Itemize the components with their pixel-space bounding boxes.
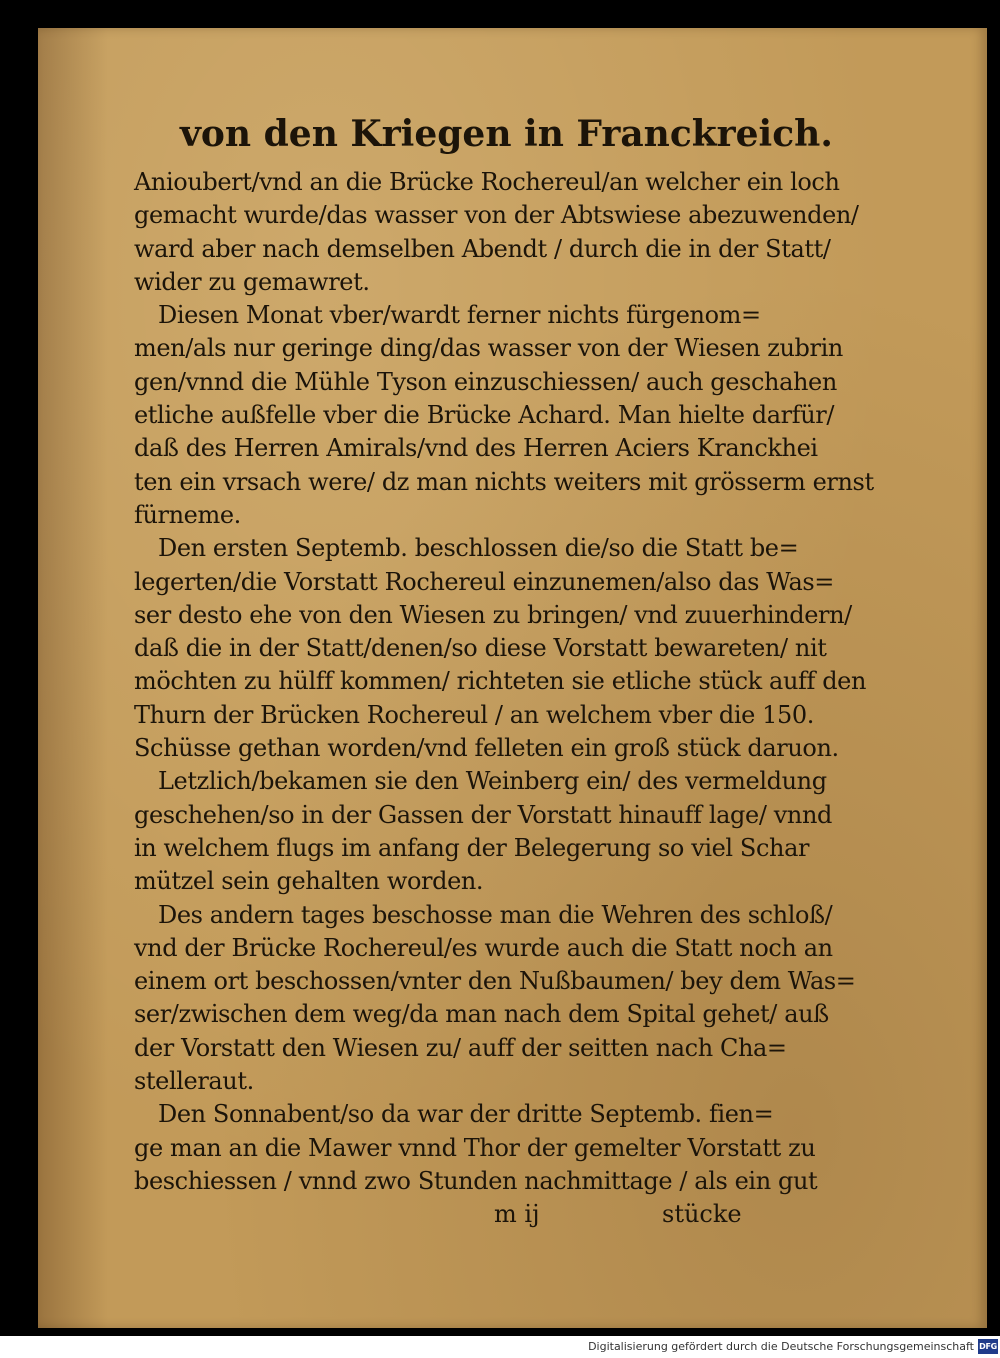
text-line: möchten zu hülff kommen/ richteten sie etliche stück auff den [134,667,867,696]
catchword: stücke [662,1200,742,1229]
text-line: Schüsse gethan worden/vnd felleten ein groß stück daruon. [134,734,839,763]
text-block [134,106,874,1286]
text-line: Den ersten Septemb. beschlossen die/so die Statt be= [158,534,799,563]
text-line: Des andern tages beschosse man die Wehren des schloß/ [158,900,833,929]
dfg-logo-icon: DFG [978,1339,998,1354]
text-line: stelleraut. [134,1067,254,1096]
text-line: Anioubert/vnd an die Brücke Rochereul/an welcher ein loch [134,168,840,196]
text-line: Letzlich/bekamen sie den Weinberg ein/ des vermeldung [158,767,827,796]
text-line: ward aber nach demselben Abendt / durch die in der Statt/ [134,234,831,263]
paragraph-6 [134,1098,854,1198]
text-line: daß die in der Statt/denen/so diese Vorstatt bewareten/ nit [134,634,827,663]
footer-bar [0,1336,1000,1358]
paragraph-1 [134,166,859,299]
text-line: ser/zwischen dem weg/da man nach dem Spital gehet/ auß [134,1000,829,1029]
paragraph-5 [134,899,854,1099]
text-line: beschiessen / vnnd zwo Stunden nachmittage / als ein gut [134,1166,818,1195]
text-line: ten ein vrsach were/ dz man nichts weiters mit grösserm ernst [134,467,874,496]
paragraph-2 [134,299,874,532]
catchline [134,1198,854,1231]
text-line: in welchem flugs im anfang der Belegerung so viel Schar [134,833,810,862]
text-line: mützel sein gehalten worden. [134,867,484,896]
running-head: von den Kriegen in Franckreich. [180,113,833,155]
text-line: Diesen Monat vber/wardt ferner nichts fürgenom= [158,301,761,330]
text-line: ge man an die Mawer vnnd Thor der gemelter Vorstatt zu [134,1133,816,1162]
text-line: vnd der Brücke Rochereul/es wurde auch die Statt noch an [134,933,833,962]
text-line: men/als nur geringe ding/das wasser von der Wiesen zubrin [134,334,843,363]
funding-credit: Digitalisierung gefördert durch die Deutsche Forschungsgemeinschaft [588,1340,974,1353]
text-line: etliche außfelle vber die Brücke Achard. Man hielte darfür/ [134,401,835,430]
text-line: geschehen/so in der Gassen der Vorstatt hinauff lage/ vnnd [134,800,832,829]
text-line: Den Sonnabent/so da war der dritte Septemb. fien= [158,1100,774,1129]
text-line: fürneme. [134,500,241,529]
text-line: gen/vnnd die Mühle Tyson einzuschiessen/ auch geschahen [134,367,837,396]
paragraph-4 [134,765,854,898]
text-line: Thurn der Brücken Rochereul / an welchem vber die 150. [134,700,815,729]
text-line: wider zu gemawret. [134,267,370,296]
text-line: legerten/die Vorstatt Rochereul einzunemen/also das Was= [134,567,834,596]
text-line: ser desto ehe von den Wiesen zu bringen/ vnd zuuerhindern/ [134,600,852,629]
signature-mark: m ij [494,1200,540,1229]
text-line: daß des Herren Amirals/vnd des Herren Aciers Kranckhei [134,434,818,463]
paragraph-3 [134,532,867,765]
text-line: der Vorstatt den Wiesen zu/ auff der seitten nach Cha= [134,1033,787,1062]
text-line: gemacht wurde/das wasser von der Abtswiese abezuwenden/ [134,201,859,230]
book-page [38,28,987,1328]
text-line: einem ort beschossen/vnter den Nußbaumen/ bey dem Was= [134,967,856,996]
